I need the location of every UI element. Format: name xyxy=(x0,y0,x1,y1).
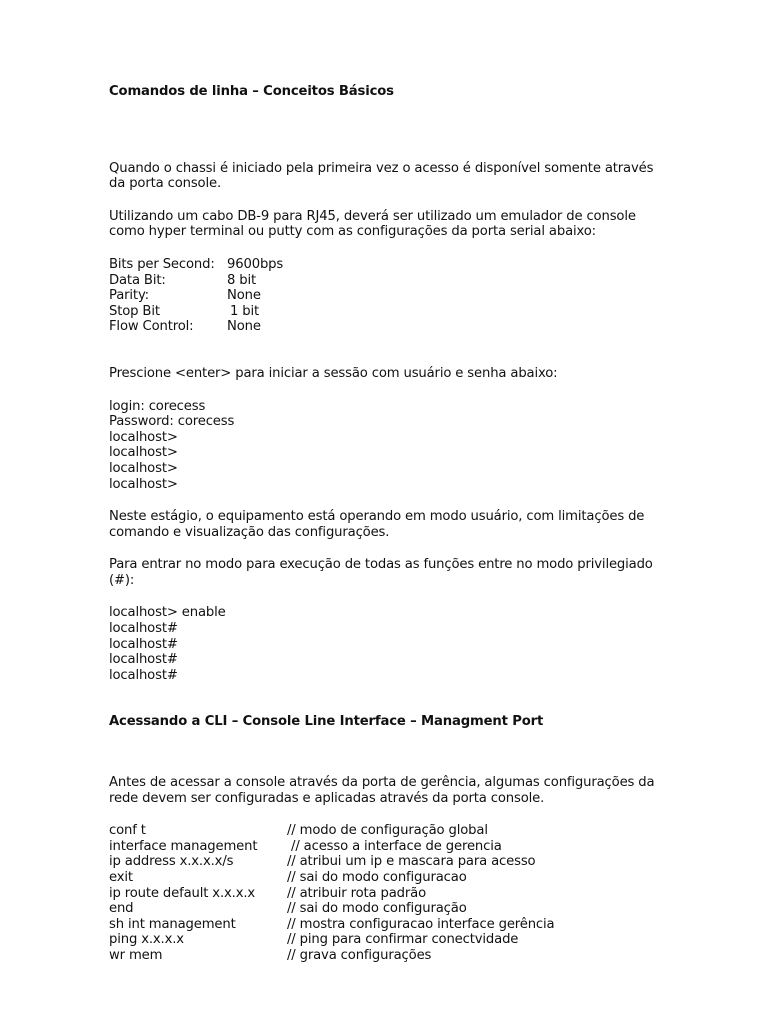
command-comment: // sai do modo configuracao xyxy=(287,870,467,885)
command-row xyxy=(109,886,669,902)
document-page xyxy=(109,84,669,964)
setting-value: None xyxy=(227,288,261,304)
section1-paragraph-1: Quando o chassi é iniciado pela primeira vez o acesso é disponível somente através da porta console. xyxy=(109,160,654,192)
command-text: ip route default x.x.x.x xyxy=(109,885,256,901)
command-comment: // sai do modo configuração xyxy=(287,901,467,917)
serial-setting-row xyxy=(109,304,669,320)
section1-paragraph-3: Prescione <enter> para iniciar a sessão com usuário e senha abaixo: xyxy=(109,365,558,381)
setting-value: 9600bps xyxy=(227,256,284,272)
command-row xyxy=(109,854,669,870)
setting-key: Bits per Second: xyxy=(109,256,215,272)
section2-paragraph-1: Antes de acessar a console através da porta de gerência, algumas configurações da rede devem ser configuradas e aplicadas através da porta console. xyxy=(109,775,655,806)
command-row xyxy=(109,870,669,886)
enable-line: localhost# xyxy=(109,621,178,637)
command-comment: // modo de configuração global xyxy=(287,823,488,839)
command-row xyxy=(109,823,669,839)
serial-setting-row xyxy=(109,288,669,304)
section1-paragraph-5: Para entrar no modo para execução de todas as funções entre no modo privilegiado (#): xyxy=(109,557,653,588)
command-row xyxy=(109,917,669,933)
login-line: localhost> xyxy=(109,460,178,476)
login-line: localhost> xyxy=(109,476,178,492)
login-line: Password: corecess xyxy=(109,414,235,430)
command-text: interface management xyxy=(109,838,258,854)
login-line: login: corecess xyxy=(109,398,206,414)
command-comment: // grava configurações xyxy=(287,947,432,963)
serial-settings-list xyxy=(109,257,669,335)
setting-value: 8 bit xyxy=(227,272,257,288)
section2-heading: Acessando a CLI – Console Line Interface – Managment Port xyxy=(109,714,544,730)
command-text: end xyxy=(109,901,134,917)
section1-paragraph-4: Neste estágio, o equipamento está operando em modo usuário, com limitações de comando e visualização das configurações. xyxy=(109,509,645,540)
enable-session-block xyxy=(109,605,669,683)
enable-line: localhost# xyxy=(109,636,178,652)
command-comment: // ping para confirmar conectvidade xyxy=(287,932,519,948)
command-comment: // acesso a interface de gerencia xyxy=(287,838,502,854)
section1-paragraph-2: Utilizando um cabo DB-9 para RJ45, deverá ser utilizado um emulador de console como hyper terminal ou putty com as configurações da porta serial abaixo: xyxy=(109,208,636,240)
login-line: localhost> xyxy=(109,429,178,445)
serial-setting-row xyxy=(109,273,669,289)
command-text: wr mem xyxy=(109,947,163,963)
enable-line: localhost# xyxy=(109,667,178,683)
section1-heading: Comandos de linha – Conceitos Básicos xyxy=(109,84,394,99)
login-line: localhost> xyxy=(109,445,178,461)
command-row xyxy=(109,948,669,964)
command-comment: // mostra configuracao interface gerência xyxy=(287,916,555,932)
command-text: conf t xyxy=(109,823,146,839)
command-comment: // atribuir rota padrão xyxy=(287,885,427,901)
cli-commands-table xyxy=(109,823,669,963)
setting-key: Stop Bit xyxy=(109,303,160,319)
command-row xyxy=(109,839,669,855)
setting-value: 1 bit xyxy=(230,303,260,319)
command-comment: // atribui um ip e mascara para acesso xyxy=(287,854,536,870)
command-text: ping x.x.x.x xyxy=(109,932,184,948)
command-text: sh int management xyxy=(109,916,236,932)
command-row xyxy=(109,901,669,917)
setting-key: Parity: xyxy=(109,288,149,304)
command-text: ip address x.x.x.x/s xyxy=(109,854,234,870)
setting-value: None xyxy=(227,319,261,335)
enable-line: localhost> enable xyxy=(109,605,226,621)
setting-key: Data Bit: xyxy=(109,272,166,288)
login-session-block xyxy=(109,399,669,493)
setting-key: Flow Control: xyxy=(109,319,194,335)
serial-setting-row xyxy=(109,319,669,335)
serial-setting-row xyxy=(109,257,669,273)
command-text: exit xyxy=(109,870,133,885)
command-row xyxy=(109,932,669,948)
enable-line: localhost# xyxy=(109,652,178,668)
